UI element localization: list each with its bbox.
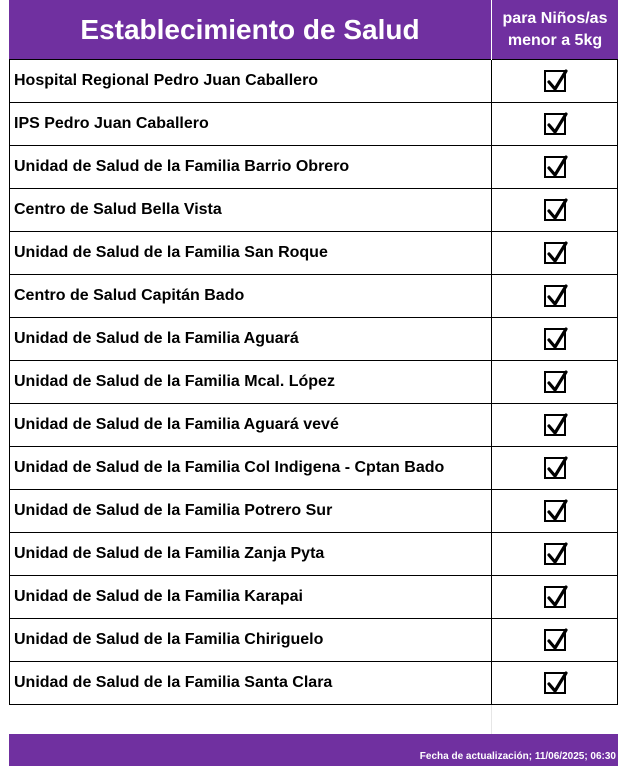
checkbox-checked-icon xyxy=(544,586,566,608)
check-cell xyxy=(492,576,617,618)
checkbox-checked-icon xyxy=(544,457,566,479)
check-cell xyxy=(492,533,617,575)
facility-name: Unidad de Salud de la Familia Karapai xyxy=(10,576,492,618)
checkbox-checked-icon xyxy=(544,70,566,92)
header-column-children xyxy=(491,0,618,60)
check-cell xyxy=(492,232,617,274)
facility-name: Unidad de Salud de la Familia Chiriguelo xyxy=(10,619,492,661)
checkbox-checked-icon xyxy=(544,629,566,651)
table-row xyxy=(10,490,617,533)
table-row xyxy=(10,576,617,619)
table-row xyxy=(10,103,617,146)
footer-bar xyxy=(9,734,618,766)
update-timestamp: Fecha de actualización; 11/06/2025; 06:30 xyxy=(419,751,616,762)
check-cell xyxy=(492,318,617,360)
checkbox-checked-icon xyxy=(544,199,566,221)
table-row xyxy=(10,447,617,490)
checkbox-checked-icon xyxy=(544,672,566,694)
header-column-line1: para Niños/as xyxy=(502,10,608,27)
table-row xyxy=(10,662,617,705)
checkbox-checked-icon xyxy=(544,242,566,264)
table-row xyxy=(10,60,617,103)
table-row xyxy=(10,146,617,189)
table-row xyxy=(10,361,617,404)
table-row xyxy=(10,232,617,275)
check-cell xyxy=(492,490,617,532)
empty-row-divider xyxy=(491,705,492,734)
empty-row xyxy=(9,705,618,734)
facility-name: Unidad de Salud de la Familia Mcal. López xyxy=(10,361,492,403)
table-row xyxy=(10,533,617,576)
check-cell xyxy=(492,619,617,661)
checkbox-checked-icon xyxy=(544,500,566,522)
checkbox-checked-icon xyxy=(544,414,566,436)
facility-name: IPS Pedro Juan Caballero xyxy=(10,103,492,145)
check-cell xyxy=(492,60,617,102)
check-cell xyxy=(492,662,617,704)
check-cell xyxy=(492,103,617,145)
check-cell xyxy=(492,447,617,489)
facility-name: Unidad de Salud de la Familia Zanja Pyta xyxy=(10,533,492,575)
facility-name: Unidad de Salud de la Familia San Roque xyxy=(10,232,492,274)
facility-name: Centro de Salud Bella Vista xyxy=(10,189,492,231)
facility-name: Unidad de Salud de la Familia Barrio Obrero xyxy=(10,146,492,188)
facility-name: Unidad de Salud de la Familia Aguará vevé xyxy=(10,404,492,446)
table-row xyxy=(10,619,617,662)
facility-name: Centro de Salud Capitán Bado xyxy=(10,275,492,317)
checkbox-checked-icon xyxy=(544,113,566,135)
check-cell xyxy=(492,189,617,231)
facility-name: Unidad de Salud de la Familia Col Indigena - Cptan Bado xyxy=(10,447,492,489)
facility-name: Unidad de Salud de la Familia Potrero Sur xyxy=(10,490,492,532)
table-header xyxy=(9,0,618,60)
table-row xyxy=(10,404,617,447)
table-row xyxy=(10,275,617,318)
facility-name: Unidad de Salud de la Familia Aguará xyxy=(10,318,492,360)
check-cell xyxy=(492,361,617,403)
table-row xyxy=(10,318,617,361)
facility-table xyxy=(9,60,618,705)
checkbox-checked-icon xyxy=(544,156,566,178)
check-cell xyxy=(492,275,617,317)
check-cell xyxy=(492,404,617,446)
checkbox-checked-icon xyxy=(544,285,566,307)
check-cell xyxy=(492,146,617,188)
facility-name: Hospital Regional Pedro Juan Caballero xyxy=(10,60,492,102)
checkbox-checked-icon xyxy=(544,371,566,393)
health-facility-sheet xyxy=(9,0,618,766)
checkbox-checked-icon xyxy=(544,543,566,565)
table-row xyxy=(10,189,617,232)
checkbox-checked-icon xyxy=(544,328,566,350)
header-column-line2: menor a 5kg xyxy=(507,32,603,49)
facility-name: Unidad de Salud de la Familia Santa Clara xyxy=(10,662,492,704)
header-title: Establecimiento de Salud xyxy=(80,14,420,45)
